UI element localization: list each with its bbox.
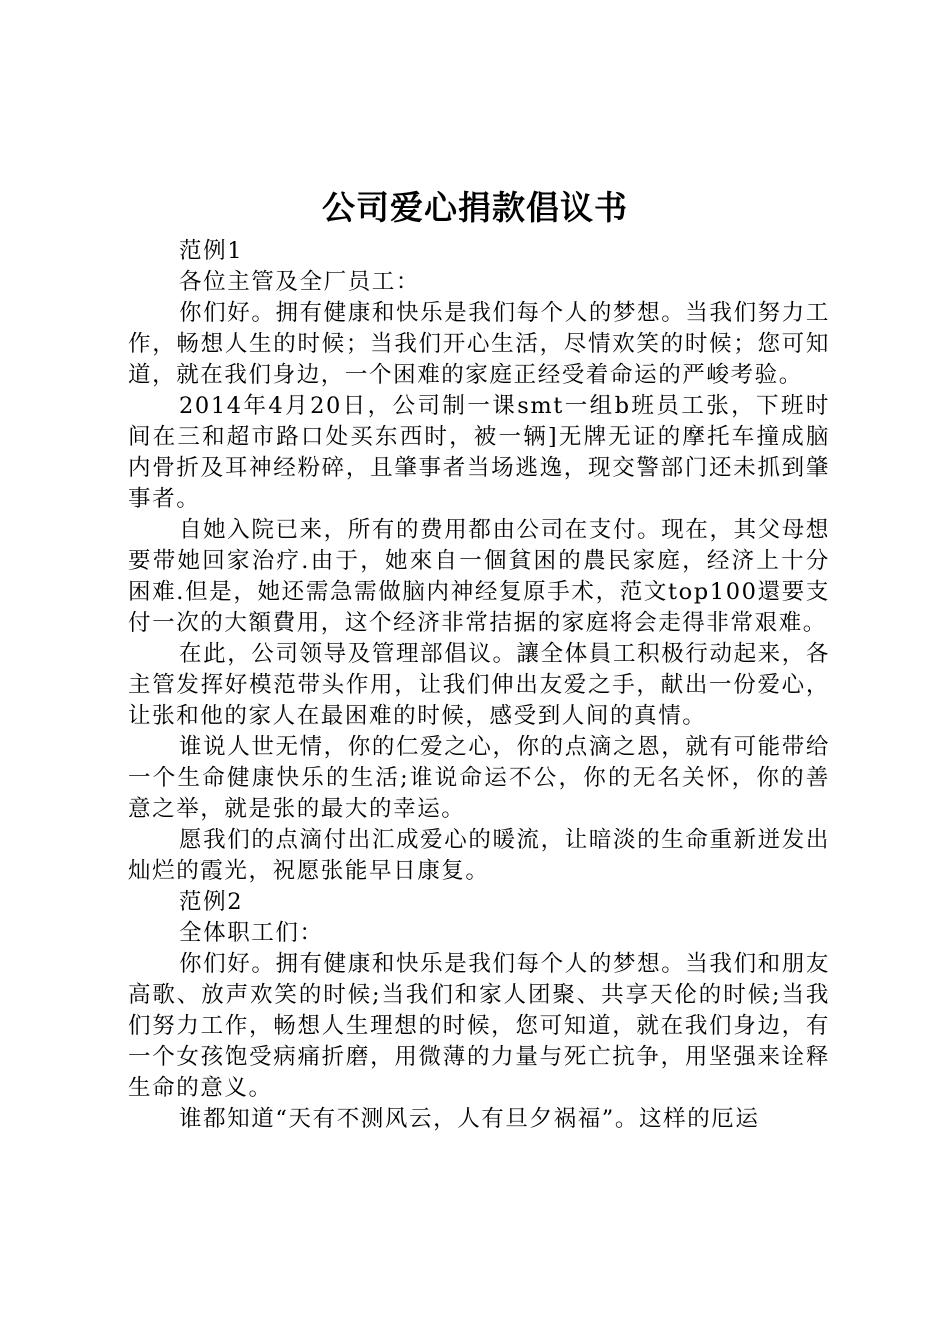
paragraph-example-2-label: 范例2 bbox=[179, 889, 244, 915]
paragraph: 2014年4月20日，公司制一课smt一组b班员工张，下班时间在三和超市路口处买东西时，被一辆]无牌无证的摩托车撞成脑内骨折及耳神经粉碎，且肇事者当场逃逸，现交警部门还未抓到肇事者。 bbox=[128, 393, 830, 512]
paragraph: 在此，公司领导及管理部倡议。讓全体員工积极行动起来，各主管发挥好模范带头作用，让我们伸出友爱之手，献出一份爱心，让张和他的家人在最困难的时候，感受到人间的真情。 bbox=[128, 641, 830, 729]
document-title: 公司爱心捐款倡议书 bbox=[322, 188, 628, 227]
document-body bbox=[128, 236, 830, 1135]
paragraph-salutation-2: 全体职工们： bbox=[179, 920, 324, 946]
paragraph-salutation-1: 各位主管及全厂员工： bbox=[179, 269, 421, 295]
paragraph: 愿我们的点滴付出汇成爱心的暖流，让暗淡的生命重新迸发出灿烂的霞光，祝愿张能早日康复。 bbox=[128, 827, 830, 884]
paragraph-example-1-label: 范例1 bbox=[179, 238, 244, 264]
paragraph: 谁说人世无情，你的仁爱之心，你的点滴之恩，就有可能带给一个生命健康快乐的生活;谁说命运不公，你的无名关怀，你的善意之举，就是张的最大的幸运。 bbox=[128, 734, 830, 822]
paragraph: 自她入院已来，所有的费用都由公司在支付。现在，其父母想要带她回家治疗.由于，她來自一個貧困的農民家庭，经济上十分困难.但是，她还需急需做脑内神经复原手术，范文top100還要支付一次的大額費用，这个经济非常拮据的家庭将会走得非常艰难。 bbox=[128, 517, 830, 636]
paragraph: 谁都知道“天有不测风云，人有旦夕祸福”。这样的厄运 bbox=[179, 1106, 760, 1132]
paragraph: 你们好。拥有健康和快乐是我们每个人的梦想。当我们和朋友高歌、放声欢笑的时候;当我们和家人团聚、共享天伦的时候;当我们努力工作，畅想人生理想的时候，您可知道，就在我们身边，有一个女孩饱受病痛折磨，用微薄的力量与死亡抗争，用坚强来诠释生命的意义。 bbox=[128, 951, 830, 1101]
paragraph: 你们好。拥有健康和快乐是我们每个人的梦想。当我们努力工作，畅想人生的时候；当我们开心生活，尽情欢笑的时候；您可知道，就在我们身边，一个困难的家庭正经受着命运的严峻考验。 bbox=[128, 300, 830, 388]
